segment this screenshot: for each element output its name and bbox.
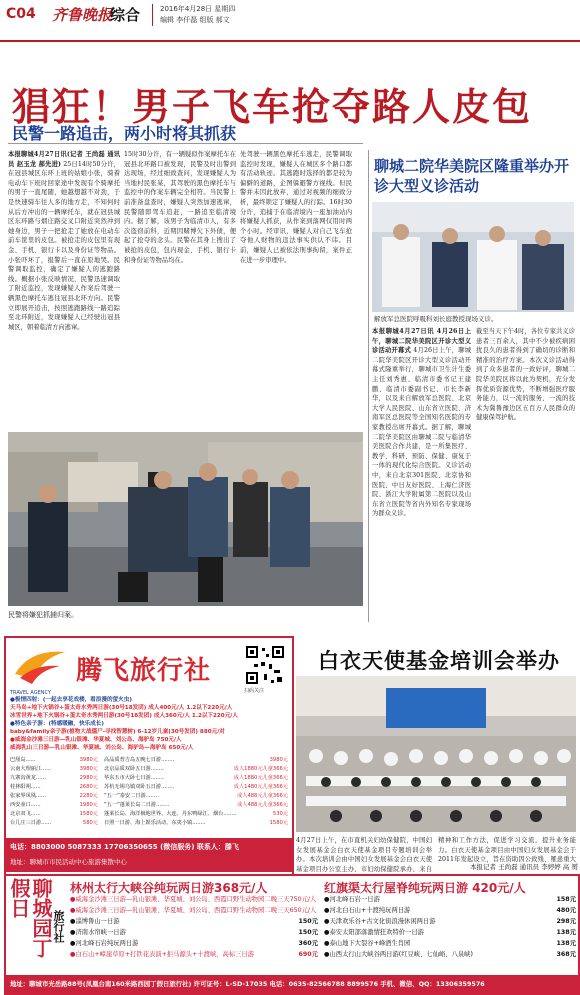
route-item[interactable]: ●河北白石山+十渡纯玩两日游 480元: [324, 907, 576, 914]
qr-code[interactable]: [244, 644, 286, 686]
main-headline: 猖狂！男子飞车抢夺路人皮包: [12, 85, 533, 129]
bottom-ad-contact: 地址：聊城市光岳路88号(凤凰台南160米路西园丁假日旅行社) 许可证号：L-SD-17035 电话：0635-82566788 8899576 手机、微信、QQ：13306359576: [10, 980, 485, 988]
price-table-left: [10, 756, 98, 828]
masthead-divider: [152, 4, 153, 26]
side-photo-caption: 解放军总医院呼吸科刘长庭教授现场义诊。: [374, 315, 498, 323]
ad-head-left: 林州太行大峡谷纯玩两日游368元/人: [70, 881, 268, 895]
price-row: 日照一日游、海上娱乐活动、东夷小镇........ 1580元: [104, 820, 288, 826]
ad-line: 天马岛+地下火锅谷+蛋太奇水秀两日游(30号18发团) 成人400元/人 1.2以下220元/人: [10, 705, 233, 711]
price-row: “五一”泰安二日游........ 成人488元儿童366元: [104, 793, 288, 799]
ad-routes-left: [70, 894, 318, 960]
page-number: C04: [6, 6, 36, 22]
price-row: 高品质普吉岛五晚七日游........ 3980元: [104, 757, 288, 763]
price-row: 华东五市大卧七日游........ 成人1880元儿童366元: [104, 775, 288, 781]
paper-name: 齐鲁晚报: [52, 6, 113, 24]
masthead: [0, 0, 580, 42]
route-item[interactable]: ●河北峰石岩一日游 158元: [324, 896, 576, 903]
ad-line: 威海乳山三日游—乳山银滩、华夏城、刘公岛、海驴岛—海驴岛 650元/人: [10, 745, 194, 751]
brand-en: TRAVEL AGENCY: [10, 690, 51, 696]
route-item[interactable]: ●威海金沙滩三日游—乳山银滩、华夏城、刘公岛、西霞口野生动物园二晚三天750元/人: [70, 896, 317, 903]
ad-footer-band: [6, 838, 292, 872]
training-hall-illustration: [296, 676, 576, 832]
agency-name-small: 旅行社: [52, 910, 65, 943]
ad-head-right: 红旗渠太行屋脊纯玩两日游 420元/人: [324, 881, 526, 895]
brand-cn: 腾飞旅行社: [76, 656, 212, 686]
ad-phone: 电话：8803000 5087333 17706350655 (微信服务) 联系人：滕飞: [10, 843, 239, 851]
side-story-col-2: 截至当天下午4时，各位专家共义诊患者三百余人，其中不少被疾病困扰良久的患者得到了确切的诊断和精准的治疗方案。本次义诊活动得到了众多患者的一致好评，聊城二院华美院区将以此为契机，充分发挥优质资源优势，不断增强医疗服务能力，以一流的服务、一流的技术为冀鲁豫边区五百万人民群众的健康保驾护航。: [476, 328, 575, 422]
bird-logo-icon: [10, 644, 70, 686]
charity-photo: [296, 676, 576, 832]
route-item[interactable]: ●泰安太阳部落激情狂欢特价一日游 138元: [324, 929, 576, 936]
issue-date: 2016年4月28日 星期四: [160, 5, 236, 13]
charity-byline: 本报记者 王尚磊 通讯员 李婷婷 高 赟: [470, 863, 578, 871]
route-item[interactable]: ●威海金沙滩三日游—乳山银滩、华夏城、刘公岛、西霞口野生动物园二晚三天650元/人: [70, 907, 317, 914]
price-row: 云南大理丽江...... 3980元: [10, 766, 98, 772]
ad-line: ●特色亲子游：(特感暖融，快乐成长): [10, 721, 104, 727]
editor-credit: 编辑 李仟磊 组版 郝文: [160, 16, 230, 24]
side-story-text-1: 4月26日上午，聊城二院华美院区开诊大型义诊活动开幕式隆重举行，聊城市卫生计生委主任刘秀惠、临清市委书记王建鹏、临清市委副书记、市长李新华，以及来自解放军总医院、北京大学人民医院、山东省立医院、济南军区总医院等全国知名医院的专家教授出席开幕式。据了解，聊城二院华美院区由聊城二院与临清华美医院合作共建，是一所集医疗、教学、科研、预防、保健、康复于一体的现代化综合医院。义诊活动中，来自北京301医院、北京协和医院、中日友好医院、上海仁济医院、浙江大学附属第二医院以及山东省立医院等省内外知名专家现场为群众义诊。: [372, 347, 471, 518]
column-divider: [368, 150, 369, 622]
price-row: 北京品质双卧五日游........ 成人1880元儿童366元: [104, 766, 288, 772]
section-name: 综合: [110, 6, 141, 24]
side-story-photo: [372, 202, 574, 312]
qr-code-icon: [244, 644, 286, 686]
ad-line: ●极情四射：(一起去享花戏楼，看浪漫的萤火虫): [10, 697, 132, 703]
price-row: 西安壶口...... 1980元: [10, 802, 98, 808]
gardener-holiday-ad: [4, 874, 580, 995]
price-row: 蓬莱长岛、海洋极地世界、大连、丹东鸭绿江、烟台........ 530元: [104, 811, 288, 817]
side-story-col-1: [372, 327, 471, 622]
main-photo-caption: 民警将嫌犯抓捕归案。: [8, 611, 78, 619]
main-photo: [8, 432, 363, 606]
route-item[interactable]: ●河北峰石岩纯玩两日游 360元: [70, 940, 318, 947]
route-item[interactable]: ●济南水帘峡一日游 150元: [70, 929, 318, 936]
price-row: 苏杭无锡乌镇双卧五日游........ 成人1480元儿童366元: [104, 784, 288, 790]
price-table-right: [104, 756, 288, 828]
main-story-byline: 本报聊城4月27日讯(记者 王尚磊 通讯员 赵玉龙 郝先进): [8, 151, 120, 168]
side-story-byline: 本报聊城4月27日讯 4月26日上午，聊城二院华美院区开诊大型义诊活动开幕式: [372, 328, 471, 355]
ad-routes-right: [324, 894, 576, 960]
route-item[interactable]: ●山西太行山大峡谷两日游(红豆峡、七仙峪、八泉峡) 368元: [324, 951, 576, 958]
price-row: 台儿庄三日游...... 580元: [10, 820, 98, 826]
arrest-photo-illustration: [8, 432, 363, 606]
main-story-col-1: [8, 150, 120, 430]
main-story-text-1: 25日14时50分许，在冠县城区东环上班的姑娘小张，骑着电动车下班时回家途中发现有个骑摩托的男子一直尾随，她越想越不对劲，于是快速骑车往人多的地方走，不知何时从后方冲出的一辆摩托车，就在冠县城区东环路与烟庄路交叉口附近突然冲到她身边，男子一把抢走了她放在电动车前车筐里的皮包。被抢走的皮包里有现金、手机、银行卡以及身份证等物品。小张吓坏了，报警后一直在原地哭。民警调取监控，确定了嫌疑人的逃跑路线。概据小张反映情况，民警迅速调取了附近监控，发现嫌疑人作案后驾驶一辆黑色摩托车逃往冠县北环方向。民警立即展开追击，按照逃跑路线一路追踪至北环附近，发现嫌疑人已经驶出冠县城区，朝着临清方向逃窜。: [8, 160, 120, 331]
travel-agency-ad: [4, 636, 294, 876]
price-row: 桂林阳朔...... 2680元: [10, 784, 98, 790]
agency-name-big: 聊城园丁假日: [7, 878, 53, 958]
route-item[interactable]: ●泰山地下大裂谷+峰酒生肖园 138元: [324, 940, 576, 947]
route-item[interactable]: ●天津欢乐谷+古文化街浪漫休闲两日游 298元: [324, 918, 576, 925]
main-story-col-2: 15时30分许，有一辆疑似作案摩托车在冠县北环路口被发现，民警及时出警到达现场，经过细致查问，发现嫌疑人为当地村民张某，其驾驶的黑色摩托车与监控中的作案车辆完全相符。当民警上前准备盘查时，嫌疑人突然加速逃窜，民警随即驾车追赶，一路追至临清境内。据了解，该男子为临清市人，有多次盗窃前科，近期因赌博欠下外债，便起了抢夺的念头。民警在其身上搜出了被抢的皮包，包内现金、手机、银行卡和身份证等物品均在。: [124, 151, 236, 264]
ad-line: ●威海金沙滩三日游—乳山银滩、华夏城、刘公岛、海驴岛 750元/人: [10, 737, 182, 743]
side-story-headline: 聊城二院华美院区隆重举办开诊大型义诊活动: [374, 157, 570, 195]
rule: [8, 143, 363, 144]
price-row: 北京双飞...... 1580元: [10, 811, 98, 817]
clinic-photo-illustration: [372, 202, 574, 312]
ad-address: 地址：聊城市市民活动中心旅游集散中心: [10, 858, 127, 866]
charity-headline: 白衣天使基金培训会举办: [318, 649, 560, 673]
main-story-col-3: 先驾驶一辆黑色摩托车逃走，民警调取监控时发现，嫌疑人在城区多个路口都有活动轨迹。其逃跑时选择的都是较为偏僻的道路，企图躲避警方视线。但民警并未因此放弃，通过对视频的细致分析，最终锁定了嫌疑人的行踪。16时30分许，追捕于在临清境内一座加油站内将嫌疑人抓获，从作案到落网仅用时两个小时。经审讯，嫌疑人对自己飞车抢夺他人财物的违法事实供认不讳。目前，嫌疑人已被依法刑事拘留，案件正在进一步审理中。: [240, 151, 352, 264]
price-row: 九寨沟黄龙...... 2980元: [10, 775, 98, 781]
charity-col-2: 精神和工作方法，促进学习交流，提升业务能力。白衣天使基金项目由中国妇女发展基金会于2011年发起设立，旨在资助因公致残、罹患重大: [438, 837, 576, 864]
ad-line: baby&family亲子游(植物大战僵尸-寻找智慧树) 6-12岁儿童(30号发团) 880元/对: [10, 729, 225, 735]
main-subhead: 民警一路追击，两小时将其抓获: [12, 124, 237, 143]
price-row: “五一”蓬莱长岛二日游........ 成人488元儿童366元: [104, 802, 288, 808]
ad-lines: [10, 696, 288, 752]
route-item[interactable]: ●淄博鲁山一日游 150元: [70, 918, 318, 925]
qr-label: 扫码关注: [244, 688, 265, 694]
price-row: 巴厘岛...... 3980元: [10, 757, 98, 763]
route-item[interactable]: ●白石山+嶂崖草原+打铁花表演+拒马源头+十渡峡，高标三日游 690元: [70, 951, 318, 958]
ad-line: 冰雪世界+地下火锅谷+蛋太奇水秀两日游(30号18发团) 成人360元/人 1.2以下220元/人: [10, 713, 238, 719]
bottom-ad-footer: [6, 975, 578, 993]
travel-logo: [10, 644, 70, 694]
charity-col-1: 4月27日上午，在市直机关妇幼保健院，中国妇女发展基金会白衣天使基金项目专题培训会举办。本次培训会由中国妇女发展基金会白衣天使基金项目办公室主办，市妇幼保健院承办，来自: [296, 837, 432, 872]
price-row: 张家界凤凰...... 2280元: [10, 793, 98, 799]
